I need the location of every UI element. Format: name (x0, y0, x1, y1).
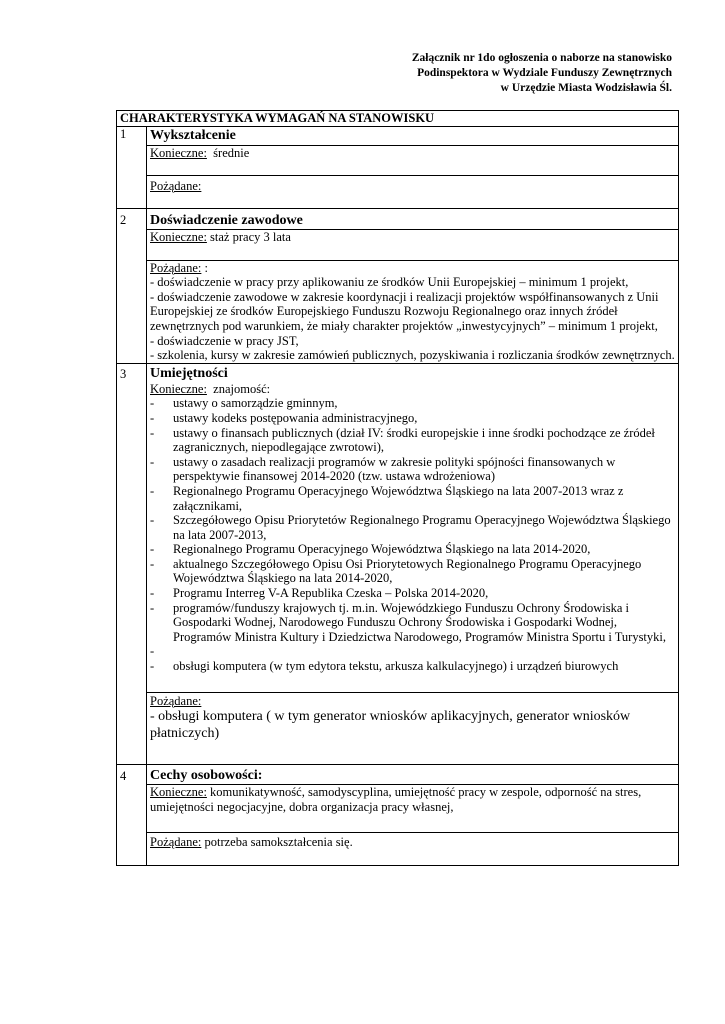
preferred-text: - obsługi komputera ( w tym generator wniosków aplikacyjnych, generator wniosków płatniczych) (150, 709, 631, 742)
section-2-preferred-row (117, 260, 679, 363)
required-label: Konieczne: (150, 229, 207, 244)
required-cell (147, 229, 679, 260)
section-3-preferred-row (117, 692, 679, 765)
list-item: - Regionalnego Programu Operacyjnego Województwa Śląskiego na lata 2014-2020, (150, 542, 675, 557)
header-line-3: w Urzędzie Miasta Wodzisławia Śl. (500, 82, 672, 94)
section-2-required-row (117, 229, 679, 260)
header-line-1: Załącznik nr 1do ogłoszenia o naborze na stanowisko (411, 52, 672, 64)
section-4-preferred-row (117, 833, 679, 866)
preferred-cell (147, 260, 679, 363)
section-1-preferred-row (117, 175, 679, 208)
preferred-line: - doświadczenie w pracy JST, (150, 333, 299, 348)
required-list (150, 396, 675, 673)
preferred-text: potrzeba samokształcenia się. (201, 835, 353, 850)
required-label: Konieczne: (150, 145, 207, 160)
list-item: - aktualnego Szczegółowego Opisu Osi Priorytetowych Regionalnego Programu Operacyjnego Województwa Śląskiego na lata 2014-2020, (150, 557, 675, 586)
section-3-main-row (117, 363, 679, 692)
document-header (412, 51, 672, 96)
list-item: - Programu Interreg V-A Republika Czeska – Polska 2014-2020, (150, 586, 675, 601)
required-text: znajomość: (206, 381, 271, 396)
preferred-line: - doświadczenie zawodowe w zakresie koordynacji i realizacji projektów współfinansowanych z Unii Europejskiej ze środków Europejskiego Funduszu Rozwoju Regionalnego oraz innych źródeł zewnętrznych pod warunkiem, że miały charakter projektów „inwestycyjnych” – minimum 1 projekt, (150, 289, 659, 333)
list-item: - programów/funduszy krajowych tj. m.in. Wojewódzkiego Funduszu Ochrony Środowiska i Gospodarki Wodnej, Narodowego Funduszu Ochrony Środowiska i Gospodarki Wodnej, Programów Ministra Kultury i Dziedzictwa Narodowego, Programów Ministra Sportu i Turystyki, (150, 601, 675, 645)
required-text: staż pracy 3 lata (206, 229, 291, 244)
preferred-line: - szkolenia, kursy w zakresie zamówień publicznych, pozyskiwania i rozliczania środków zewnętrznych. (150, 348, 675, 363)
list-item: - ustawy kodeks postępowania administracyjnego, (150, 411, 675, 426)
list-item: - ustawy o samorządzie gminnym, (150, 396, 675, 411)
preferred-label: Pożądane: (150, 835, 202, 850)
section-title: Wykształcenie (147, 126, 679, 145)
section-title: Cechy osobowości: (147, 765, 679, 785)
preferred-label: Pożądane: (150, 693, 202, 708)
section-2-title-row (117, 208, 679, 229)
preferred-line: - doświadczenie w pracy przy aplikowaniu ze środków Unii Europejskiej – minimum 1 projekt, (150, 275, 629, 290)
section-title: Doświadczenie zawodowe (147, 208, 679, 229)
table-title-row (117, 111, 679, 127)
preferred-cell (147, 175, 679, 208)
required-text: komunikatywność, samodyscyplina, umiejętność pracy w zespole, odporność na stres, umiejętności negocjacyjne, dobra organizacja pracy własnej, (150, 785, 642, 814)
list-item: - Regionalnego Programu Operacyjnego Województwa Śląskiego na lata 2007-2013 wraz z załącznikami, (150, 484, 675, 513)
list-item (150, 644, 675, 659)
section-number: 4 (117, 765, 147, 866)
header-line-2: Podinspektora w Wydziale Funduszy Zewnętrznych (417, 67, 672, 79)
list-item: - ustawy o finansach publicznych (dział IV: środki europejskie i inne środki pochodzące ze źródeł zagranicznych, niepodlegające zwrotowi), (150, 426, 675, 455)
requirements-table (116, 110, 679, 866)
section-number: 1 (117, 126, 147, 208)
list-item: - ustawy o zasadach realizacji programów w zakresie polityki spójności finansowanych w perspektywie finansowej 2014-2020 (tzw. ustawa wdrożeniowa) (150, 455, 675, 484)
required-label: Konieczne: (150, 381, 207, 396)
preferred-suffix: : (201, 260, 208, 275)
list-item: - Szczegółowego Opisu Priorytetów Regionalnego Programu Operacyjnego Województwa Śląskiego na lata 2007-2013, (150, 513, 675, 542)
required-cell (147, 363, 679, 692)
section-number: 3 (117, 363, 147, 764)
preferred-label: Pożądane: (150, 260, 202, 275)
required-cell (147, 145, 679, 175)
required-label: Konieczne: (150, 785, 207, 800)
section-1-title-row (117, 126, 679, 145)
section-number: 2 (117, 208, 147, 363)
section-title: Umiejętności (150, 365, 228, 381)
section-4-required-row (117, 785, 679, 833)
preferred-label: Pożądane: (150, 178, 202, 193)
required-cell (147, 785, 679, 833)
section-4-title-row (117, 765, 679, 785)
required-text: średnie (206, 145, 250, 160)
section-1-required-row (117, 145, 679, 175)
preferred-cell (147, 692, 679, 765)
preferred-cell (147, 833, 679, 866)
table-title: CHARAKTERYSTYKA WYMAGAŃ NA STANOWISKU (117, 111, 679, 127)
list-item: - obsługi komputera (w tym edytora tekstu, arkusza kalkulacyjnego) i urządzeń biurowych (150, 659, 675, 674)
